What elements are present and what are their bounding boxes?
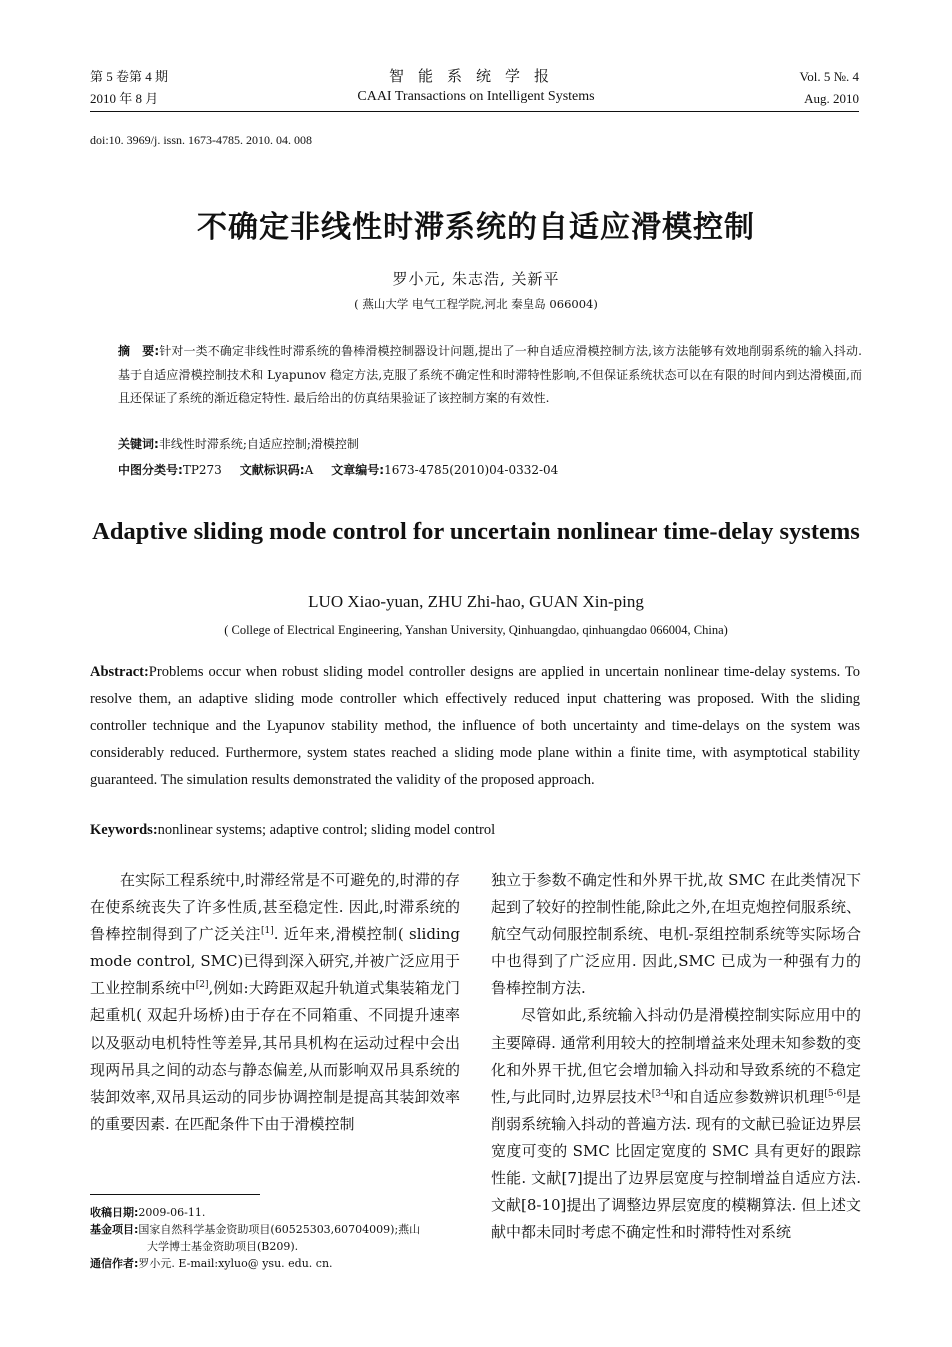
clc-value: TP273 [182, 463, 222, 477]
abstract-en [90, 659, 860, 794]
keywords-zh [118, 434, 359, 454]
corresponding-author [90, 1255, 465, 1272]
received-value: 2009-06-11. [138, 1206, 206, 1219]
title-zh: 不确定非线性时滞系统的自适应滑模控制 [197, 210, 755, 245]
journal-name-en: CAAI Transactions on Intelligent Systems [357, 89, 595, 104]
doi: doi:10. 3969/j. issn. 1673-4785. 2010. 04. 008 [90, 133, 313, 147]
doc-code-label: 文献标识码: [239, 463, 305, 477]
body-paragraph [491, 1002, 861, 1246]
fund-label: 基金项目: [90, 1223, 139, 1236]
body-column-left [90, 867, 460, 1138]
authors-en: LUO Xiao-yuan, ZHU Zhi-hao, GUAN Xin-ping [308, 592, 644, 611]
title-en: Adaptive sliding mode control for uncertain nonlinear time-delay systems [92, 518, 860, 545]
publication-date: 2010 年 8 月 [90, 91, 159, 106]
body-paragraph: 独立于参数不确定性和外界干扰,故 SMC 在此类情况下起到了较好的控制性能,除此之外,在坦克炮控伺服系统、航空气动伺服控制系统、电机-泵组控制系统等实际场合中也得到了广泛应用. 因此,SMC 已成为一种强有力的鲁棒控制方法. [491, 871, 861, 998]
body-text: . 近年来,滑模控制( sliding mode control, SMC)已得到深入研究,并被广泛应用于工业控制系统中 [90, 925, 460, 998]
citation-ref[interactable]: [1] [260, 926, 274, 937]
article-no-value: 1673-4785(2010)04-0332-04 [384, 463, 559, 477]
volume-issue-en: Vol. 5 №. 4 [799, 69, 859, 84]
citation-ref[interactable]: [3-4] [651, 1088, 674, 1099]
fund-info-cont: 大学博士基金资助项目(B209). [147, 1240, 299, 1253]
affiliation-zh: ( 燕山大学 电气工程学院,河北 秦皇岛 066004) [354, 297, 598, 311]
abstract-zh-label: 摘 要: [118, 344, 160, 358]
volume-issue: 第 5 卷第 4 期 [90, 69, 169, 84]
keywords-zh-label: 关键词: [118, 437, 159, 451]
abstract-en-label: Abstract: [90, 664, 149, 680]
footnote-rule [90, 1194, 260, 1195]
abstract-zh [118, 340, 862, 411]
publication-date-en: Aug. 2010 [804, 91, 859, 106]
journal-name-zh: 智能系统学报 [388, 67, 563, 85]
body-column-right [491, 867, 861, 1246]
citation-ref[interactable]: [5-6] [824, 1088, 846, 1099]
citation-ref[interactable]: [2] [195, 980, 209, 991]
clc-label: 中图分类号: [118, 463, 183, 477]
abstract-en-text: Problems occur when robust sliding model controller designs are applied in uncertain nonlinear time-delay systems. To resolve them, an adaptive sliding mode controller which effectively reduced input chattering was proposed. With the sliding controller technique and the Lyapunov stability method, the influence of both uncertainty and time-delays on the system was considerably reduced. Furthermore, system states reached a sliding mode plane within a finite time, with asymptotical stability guaranteed. The simulation results demonstrated the validity of the proposed approach. [90, 664, 860, 788]
keywords-en [90, 822, 495, 839]
corr-value: 罗小元. E-mail:xyluo@ ysu. edu. cn. [138, 1257, 333, 1270]
body-text: 和自适应参数辨识机理 [673, 1087, 825, 1106]
affiliation-en: ( College of Electrical Engineering, Yanshan University, Qinhuangdao, qinhuangdao 066004, China) [224, 623, 728, 637]
footnotes [90, 1204, 465, 1272]
received-date [90, 1204, 465, 1221]
corr-label: 通信作者: [90, 1257, 139, 1270]
doc-code-value: A [304, 463, 314, 477]
keywords-en-text: nonlinear systems; adaptive control; sliding model control [157, 822, 496, 838]
body-paragraph [90, 867, 460, 1138]
keywords-en-label: Keywords: [90, 822, 158, 838]
body-text: ,例如:大跨距双起升轨道式集装箱龙门起重机( 双起升场桥)由于存在不同箱重、不同提升速率以及驱动电机特性等差异,其吊具机构在运动过程中会出现两吊具之间的动态与静态偏差,从而影响双吊具系统的装卸效率,双吊具运动的同步协调控制是提高其装卸效率的重要因素. 在匹配条件下由于滑模控制 [90, 979, 460, 1133]
fund-info [90, 1221, 465, 1238]
header-right [800, 66, 859, 110]
keywords-zh-text: 非线性时滞系统;自适应控制;滑模控制 [158, 437, 359, 451]
body-text: 在实际工程系统中,时滞经常是不可避免的,时滞的存在使系统丧失了许多性质,甚至稳定性. 因此,时滞系统的鲁棒控制得到了广泛关注 [90, 871, 460, 944]
classification-line [118, 460, 558, 480]
abstract-zh-text: 针对一类不确定非线性时滞系统的鲁棒滑模控制器设计问题,提出了一种自适应滑模控制方法,该方法能够有效地削弱系统的输入抖动. 基于自适应滑模控制技术和 Lyapunov 稳定方法,克服了系统不确定性和时滞特性影响,不但保证系统状态可以在有限的时间内到达滑模面,而且还保证了系统的渐近稳定特性. 最后给出的仿真结果验证了该控制方案的有效性. [118, 344, 862, 405]
authors-zh: 罗小元, 朱志浩, 关新平 [392, 270, 560, 288]
article-no-label: 文章编号: [331, 463, 385, 477]
received-label: 收稿日期: [90, 1206, 139, 1219]
header-rule [90, 111, 859, 112]
body-text: 尽管如此,系统输入抖动仍是滑模控制实际应用中的主要障碍. 通常利用较大的控制增益来处理未知参数的变化和外界干扰,但它会增加输入抖动和导致系统的不稳定性,与此同时,边界层技术 [491, 1006, 861, 1106]
body-text: 是削弱系统输入抖动的普遍方法. 现有的文献已验证边界层宽度可变的 SMC 比固定宽度的 SMC 具有更好的跟踪性能. 文献[7]提出了边界层宽度与控制增益自适应方法. 文献[8-10]提出了调整边界层宽度的模糊算法. 但上述文献中都未同时考虑不确定性和时滞特性对系统 [491, 1087, 861, 1242]
fund-value: 国家自然科学基金资助项目(60525303,60704009);燕山 [138, 1223, 421, 1236]
